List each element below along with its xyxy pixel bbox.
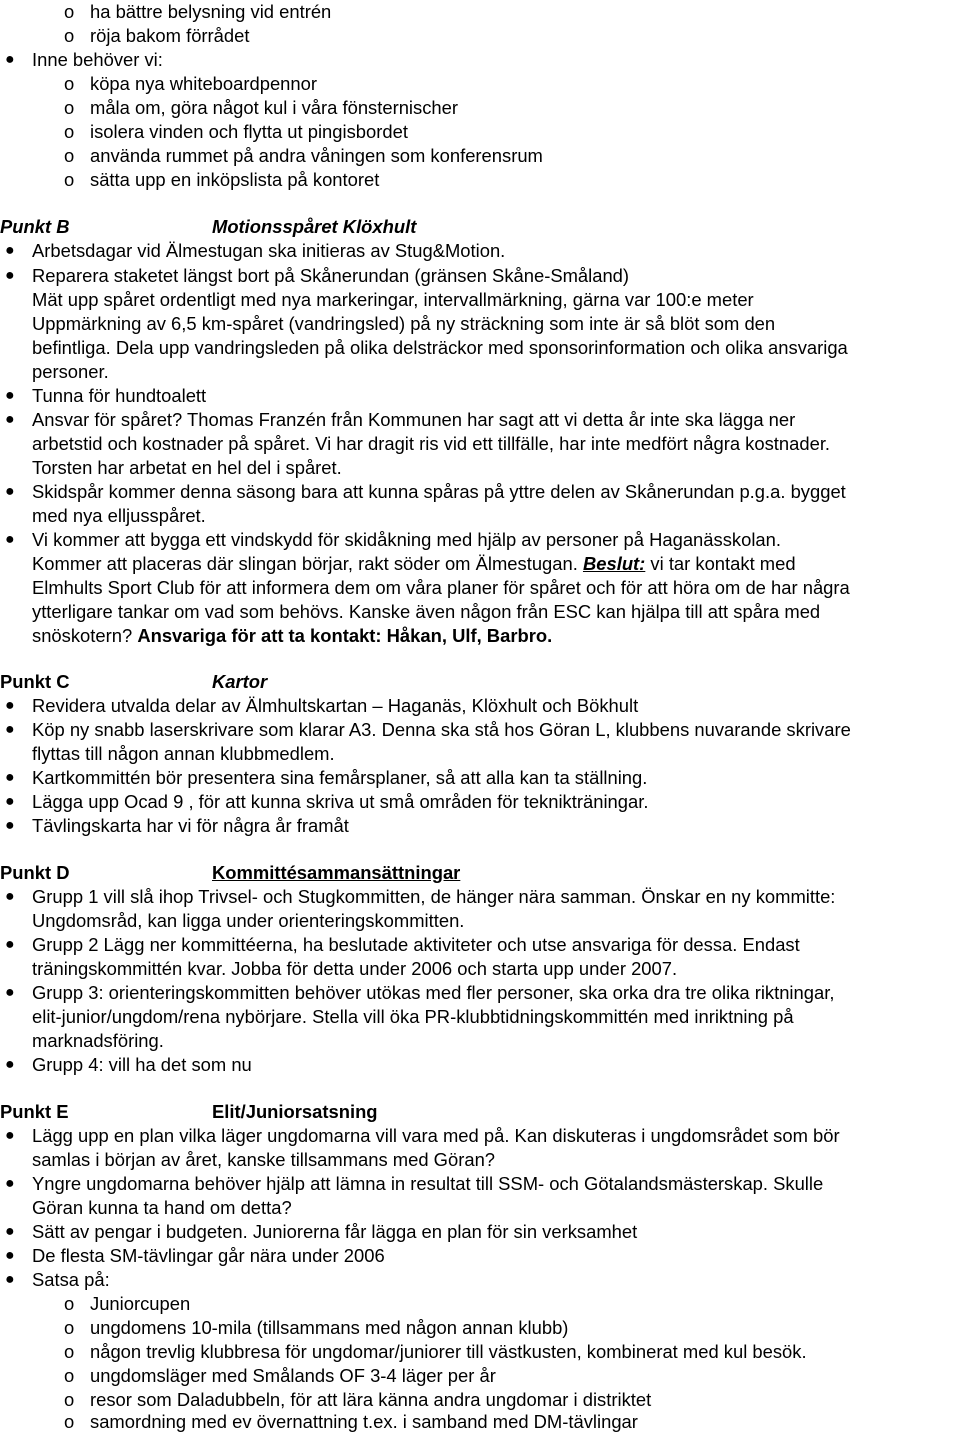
item-text: elit-junior/ungdom/rena nybörjare. Stella vill öka PR-klubbtidningskommittén med inriktning på (32, 1006, 794, 1027)
sub-item-text: röja bakom förrådet (90, 25, 250, 46)
item-text: Revidera utvalda delar av Älmhultskartan – Haganäs, Klöxhult och Bökhult (32, 695, 639, 716)
item-text: Arbetsdagar vid Älmestugan ska initieras av Stug&Motion. (32, 240, 506, 261)
bullet-marker: ● (5, 697, 15, 714)
item-text: Ungdomsråd, kan ligga under orienteringskommitten. (32, 910, 465, 931)
item-text: Uppmärkning av 6,5 km-spåret (vandringsled) på ny sträckning som inte är så blöt som den (32, 313, 776, 334)
item-text: De flesta SM-tävlingar går nära under 2006 (32, 1245, 385, 1266)
item-text: Torsten har arbetat en hel del i spåret. (32, 457, 342, 478)
bullet-marker: ● (5, 793, 15, 810)
sub-bullet-marker: o (64, 169, 75, 190)
section-title: Kartor (212, 671, 268, 692)
section-title: Elit/Juniorsatsning (212, 1101, 378, 1122)
sub-item-text: samordning med ev övernattning t.ex. i samband med DM-tävlingar (90, 1411, 638, 1432)
item-text: Satsa på: (32, 1269, 110, 1290)
item-text: Reparera staketet längst bort på Skånerundan (gränsen Skåne-Småland) (32, 265, 630, 286)
bullet-marker: ● (5, 888, 15, 905)
item-text: Yngre ungdomarna behöver hjälp att lämna in resultat till SSM- och Götalandsmästerskap. Skulle (32, 1173, 824, 1194)
bullet-marker: ● (5, 387, 15, 404)
item-text: Grupp 1 vill slå ihop Trivsel- och Stugkommitten, de hänger nära samman. Önskar en ny kommitte: (32, 886, 836, 907)
sub-bullet-marker: o (64, 1411, 75, 1432)
decision-text: vi tar kontakt med (645, 553, 796, 574)
bullet-marker: ● (5, 1127, 15, 1144)
sub-bullet-marker: o (64, 1341, 75, 1362)
item-text: Göran kunna ta hand om detta? (32, 1197, 292, 1218)
bullet-marker: ● (5, 531, 15, 548)
sub-item-text: ungdomens 10-mila (tillsammans med någon annan klubb) (90, 1317, 569, 1338)
item-text: Ansvar för spåret? Thomas Franzén från Kommunen har sagt att vi detta år inte ska lägga ner (32, 409, 796, 430)
item-text: befintliga. Dela upp vandringsleden på olika delsträckor med sponsorinformation och olika ansvariga (32, 337, 848, 358)
bullet-marker: ● (5, 936, 15, 953)
sub-bullet-marker: o (64, 1389, 75, 1410)
item-text: Tunna för hundtoalett (32, 385, 207, 406)
item-text: Tävlingskarta har vi för några år framåt (32, 815, 349, 836)
item-text: samlas i början av året, kanske tillsammans med Göran? (32, 1149, 496, 1170)
sub-bullet-marker: o (64, 121, 75, 142)
sub-bullet-marker: o (64, 97, 75, 118)
item-text: Mät upp spåret ordentligt med nya markeringar, intervallmärkning, gärna var 100:e meter (32, 289, 754, 310)
item-text: Kommer att placeras där slingan börjar, rakt söder om Älmestugan. (32, 553, 578, 574)
sub-item-text: ungdomsläger med Smålands OF 3-4 läger per år (90, 1365, 496, 1386)
decision-text: ytterligare tankar om vad som behövs. Kanske även någon från ESC kan hjälpa till att spåra med (32, 601, 821, 622)
sub-item-text: ha bättre belysning vid entrén (90, 1, 332, 22)
item-text: träningskommittén kvar. Jobba för detta under 2006 och starta upp under 2007. (32, 958, 678, 979)
item-text: Skidspår kommer denna säsong bara att kunna spåras på yttre delen av Skånerundan p.g.a. bygget (32, 481, 846, 502)
item-text: Grupp 4: vill ha det som nu (32, 1054, 252, 1075)
section-label: Punkt E (0, 1101, 69, 1122)
sub-bullet-marker: o (64, 1365, 75, 1386)
item-text: Vi kommer att bygga ett vindskydd för skidåkning med hjälp av personer på Haganässkolan. (32, 529, 781, 550)
bullet-marker: ● (5, 1247, 15, 1264)
bullet-marker: ● (5, 769, 15, 786)
sub-item-text: Juniorcupen (90, 1293, 191, 1314)
decision-text: snöskotern? (32, 625, 138, 646)
item-text: Kartkommittén bör presentera sina femårsplaner, så att alla kan ta ställning. (32, 767, 648, 788)
bullet-marker: ● (5, 483, 15, 500)
section-title: Kommittésammansättningar (212, 862, 461, 883)
sub-bullet-marker: o (64, 25, 75, 46)
section-label: Punkt B (0, 216, 70, 237)
responsible-persons: Ansvariga för att ta kontakt: Håkan, Ulf, Barbro. (137, 625, 553, 646)
sub-item-text: någon trevlig klubbresa för ungdomar/juniorer till västkusten, kombinerat med kul besök. (90, 1341, 807, 1362)
sub-bullet-marker: o (64, 73, 75, 94)
decision-text: Elmhults Sport Club för att informera dem om våra planer för spåret och för att höra om de har några (32, 577, 850, 598)
section-label: Punkt D (0, 862, 70, 883)
sub-bullet-marker: o (64, 1317, 75, 1338)
bullet-marker: ● (5, 1271, 15, 1288)
section-label: Punkt C (0, 671, 70, 692)
bullet-marker: ● (5, 721, 15, 738)
decision-label: Beslut: (582, 553, 646, 574)
sub-item-text: måla om, göra något kul i våra fönsternischer (90, 97, 458, 118)
bullet-marker: ● (5, 817, 15, 834)
item-text: Köp ny snabb laserskrivare som klarar A3. Denna ska stå hos Göran L, klubbens nuvarande skrivare (32, 719, 851, 740)
bullet-marker: ● (5, 1223, 15, 1240)
item-text: Lägga upp Ocad 9 , för att kunna skriva ut små områden för teknikträningar. (32, 791, 649, 812)
bullet-marker: ● (5, 267, 15, 284)
bullet-marker: ● (5, 1056, 15, 1073)
bullet-marker: ● (5, 242, 15, 259)
item-text: Lägg upp en plan vilka läger ungdomarna vill vara med på. Kan diskuteras i ungdomsrådet som bör (32, 1125, 840, 1146)
item-text: Grupp 2 Lägg ner kommittéerna, ha beslutade aktiviteter och utse ansvariga för dessa. Endast (32, 934, 800, 955)
bullet-marker: ● (5, 984, 15, 1001)
section-title: Motionsspåret Klöxhult (212, 216, 417, 237)
sub-bullet-marker: o (64, 145, 75, 166)
bullet-marker: ● (5, 1175, 15, 1192)
bullet-marker: ● (5, 51, 15, 68)
sub-bullet-marker: o (64, 1293, 75, 1314)
item-text: personer. (32, 361, 109, 382)
sub-bullet-marker: o (64, 1, 75, 22)
item-text: Sätt av pengar i budgeten. Juniorerna får lägga en plan för sin verksamhet (32, 1221, 638, 1242)
bullet-marker: ● (5, 411, 15, 428)
sub-item-text: köpa nya whiteboardpennor (90, 73, 317, 94)
item-text: marknadsföring. (32, 1030, 164, 1051)
item-text: med nya elljusspåret. (32, 505, 206, 526)
sub-item-text: resor som Daladubbeln, för att lära känna andra ungdomar i distriktet (90, 1389, 652, 1410)
item-text: flyttas till någon annan klubbmedlem. (32, 743, 335, 764)
sub-item-text: isolera vinden och flytta ut pingisbordet (90, 121, 408, 142)
item-text: arbetstid och kostnader på spåret. Vi har dragit ris vid ett tillfälle, har inte medfört några kostnader. (32, 433, 831, 454)
item-text: Grupp 3: orienteringskommitten behöver utökas med fler personer, ska orka dra tre olika riktningar, (32, 982, 835, 1003)
item-text: Inne behöver vi: (32, 49, 163, 70)
sub-item-text: sätta upp en inköpslista på kontoret (90, 169, 380, 190)
sub-item-text: använda rummet på andra våningen som konferensrum (90, 145, 543, 166)
